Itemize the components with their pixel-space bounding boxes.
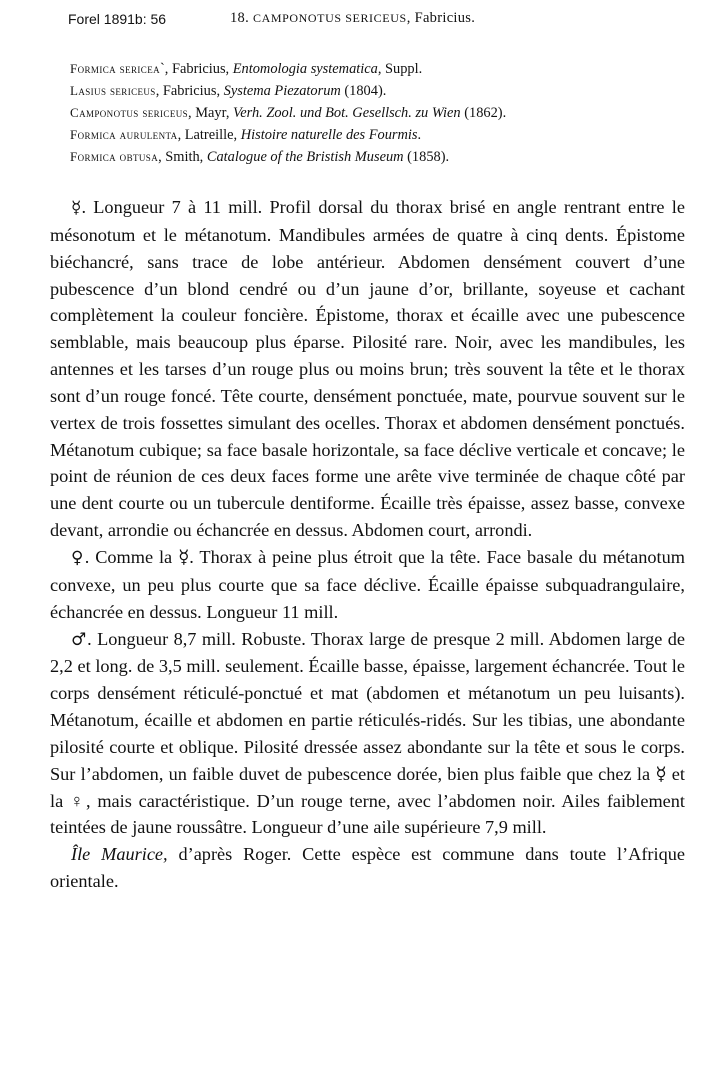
- male-text: . Longueur 8,7 mill. Robuste. Thorax large de presque 2 mill. Abdomen large de 2,2 et long. de 3,5 mill. seulement. Écaille basse, épaisse, largement échancrée. Tout le corps densément réticulé-ponctué et mat (abdomen et métanotum un peu luisants). Métanotum, écaille et abdomen en partie réticulés-ridés. Sur les tibias, une abondante pilosité courte et oblique. Pilosité dressée assez abondante sur la tête et sous le corps. Sur l’abdomen, un faible duvet de pubescence dorée, bien plus faible que chez la ☿ et la ♀, mais caractéristique. D’un rouge terne, avec l’abdomen noir. Ailes faiblement teintées de jaune roussâtre. Longueur d’une aile supérieure 7,9 mill.: [50, 628, 685, 838]
- synonym-author: , Mayr,: [188, 105, 234, 121]
- description-body: [50, 194, 685, 895]
- synonym-work: Histoire naturelle des Fourmis: [240, 127, 418, 143]
- entry-number: 18.: [230, 10, 250, 26]
- synonym-mark: `: [160, 61, 165, 77]
- worker-text: . Longueur 7 à 11 mill. Profil dorsal du thorax brisé en angle rentrant entre le mésonotum et le métanotum. Mandibules armées de quatre à cinq dents. Épistome biéchancré, sans trace de lobe antérieur. Abdomen densément couvert d’une pubescence d’un blond cendré ou d’un jaune d’or, brillante, soyeuse et cachant complètement la couleur foncière. Épistome, thorax et écaille avec une pubescence semblable, mais beaucoup plus éparse. Pilosité rare. Noir, avec les mandibules, les antennes et les tarses d’un rouge plus ou moins brun; très souvent la tête et le thorax sont d’un rouge foncé. Tête courte, densément ponctuée, mate, pourvue souvent sur le vertex de trois fossettes simulant des ocelles. Thorax et abdomen densément ponctués. Métanotum cubique; sa face basale horizontale, sa face déclive verticale et concave; le point de réunion de ces deux faces forme une arête vive terminée de chaque côté par une dent courte ou un tubercule dentiforme. Écaille très épaisse, assez basse, convexe devant, arrondie ou échancrée en dessus. Abdomen court, arrondi.: [50, 197, 685, 541]
- male-symbol: ♂: [71, 629, 88, 650]
- synonym-author: , Fabricius,: [164, 61, 233, 77]
- synonym-tail: .: [417, 127, 422, 143]
- synonym-work: Entomologia systematica: [232, 61, 378, 77]
- synonym-work: Verh. Zool. und Bot. Gesellsch. zu Wien: [233, 105, 461, 121]
- synonym-author: , Smith,: [158, 149, 207, 165]
- female-description: [50, 544, 685, 626]
- synonym-entry: [70, 58, 670, 80]
- synonym-entry: [70, 146, 670, 168]
- synonym-tail: , Suppl.: [377, 61, 423, 77]
- synonym-name: Formica sericea: [70, 61, 160, 76]
- synonym-tail: (1862).: [460, 105, 507, 121]
- species-heading: [230, 10, 475, 27]
- locality-text: d’après Roger. Cette espèce est commune dans toute l’Afrique orientale.: [50, 844, 685, 892]
- female-symbol: ♀: [71, 547, 85, 568]
- source-reference: Forel 1891b: 56: [68, 11, 167, 27]
- synonym-name: Formica obtusa: [70, 149, 159, 164]
- synonym-work: Systema Piezatorum: [223, 83, 341, 99]
- species-name: CAMPONOTUS SERICEUS: [252, 11, 407, 25]
- worker-description: [50, 194, 685, 544]
- worker-symbol: ☿: [71, 198, 82, 218]
- locality-place: Île Maurice,: [71, 844, 168, 865]
- synonym-name: Formica aurulenta: [70, 127, 178, 142]
- synonym-tail: (1858).: [403, 149, 450, 165]
- male-description: [50, 626, 685, 842]
- female-text: . Comme la ☿. Thorax à peine plus étroit que la tête. Face basale du métanotum convexe, un peu plus courte que sa face déclive. Écaille épaisse subquadrangulaire, échancrée en dessus. Longueur 11 mill.: [50, 546, 685, 622]
- synonym-name: Lasius sericeus: [70, 83, 156, 98]
- synonym-tail: (1804).: [340, 83, 387, 99]
- species-author: , Fabricius.: [406, 10, 476, 26]
- synonym-entry: [70, 80, 670, 102]
- synonym-entry: [70, 124, 670, 146]
- synonym-author: , Fabricius,: [155, 83, 224, 99]
- synonym-name: Camponotus sericeus: [70, 105, 189, 120]
- synonym-work: Catalogue of the Bristish Museum: [206, 149, 404, 165]
- locality-paragraph: [50, 841, 685, 895]
- synonym-author: , Latreille,: [177, 127, 241, 143]
- synonymy-list: [70, 58, 670, 168]
- synonym-entry: [70, 102, 670, 124]
